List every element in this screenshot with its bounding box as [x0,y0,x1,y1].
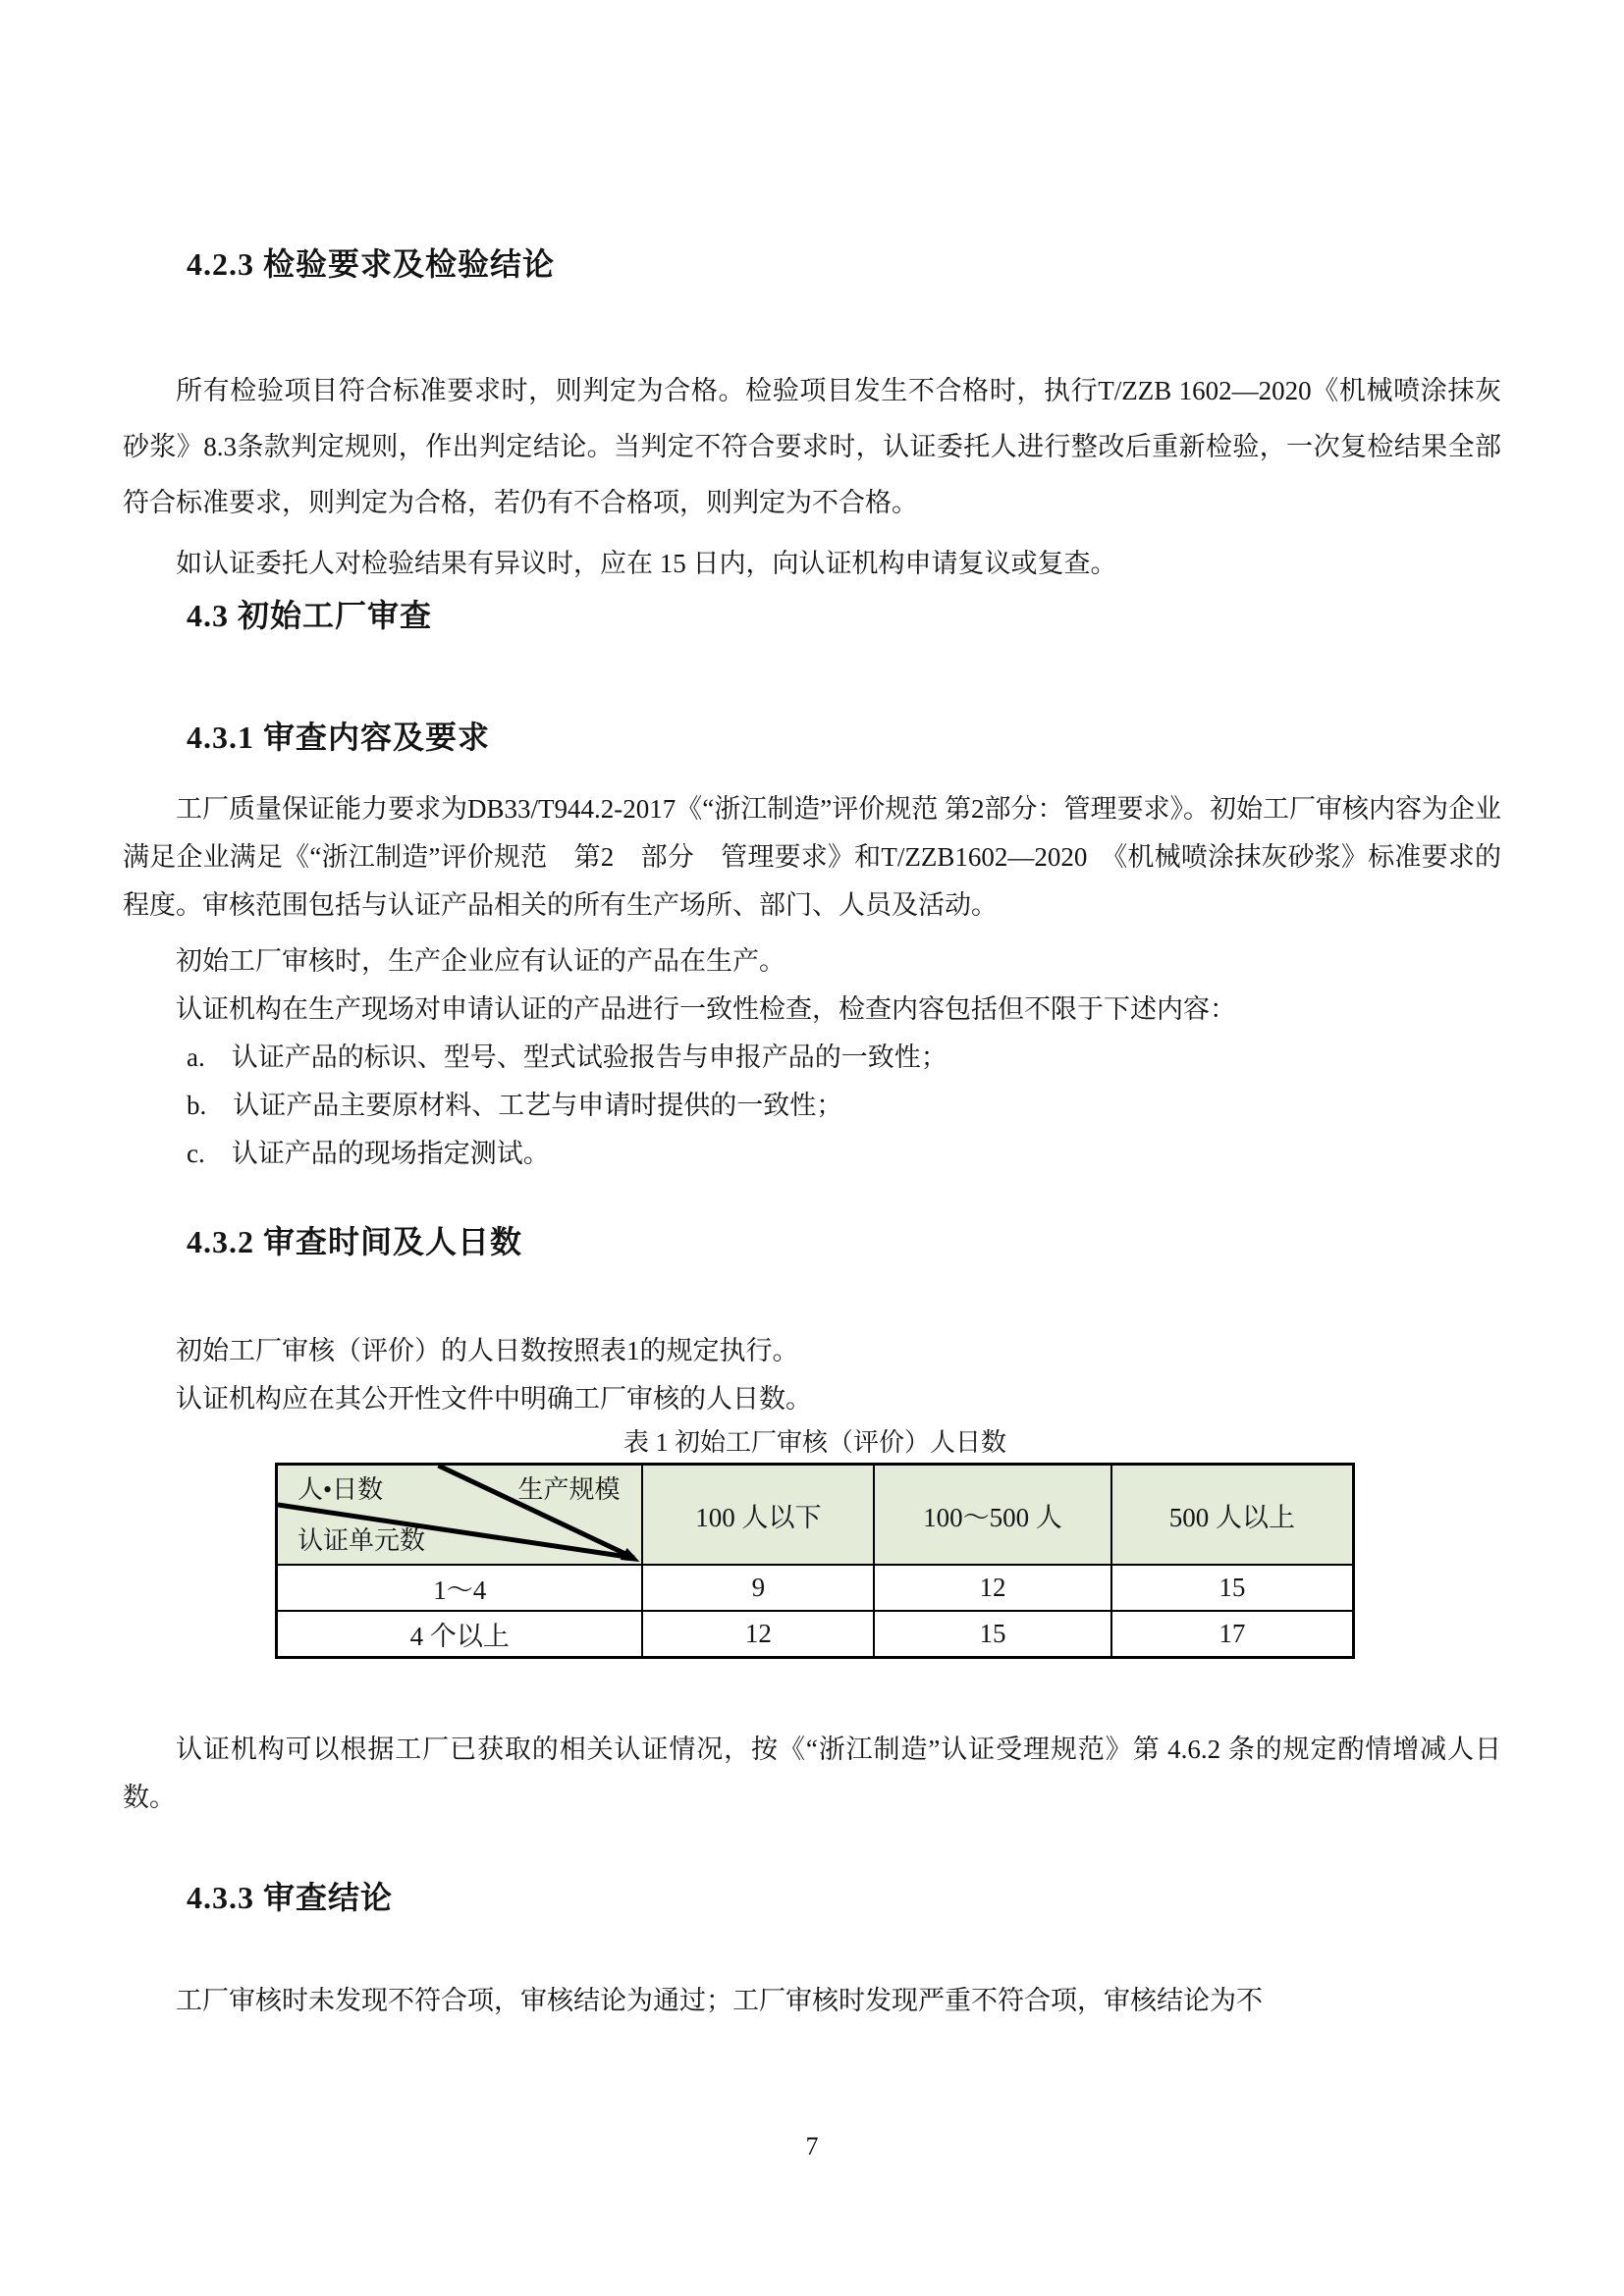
list-item-c: c. 认证产品的现场指定测试。 [187,1139,550,1168]
manday-table [275,1463,1355,1659]
corner-label-mandays: 人•日数 [298,1475,384,1504]
table-corner-cell [277,1465,643,1566]
table-row [277,1611,1354,1658]
table-header-row [277,1465,1354,1566]
row-label-1-4: 1～4 [277,1565,643,1611]
section-heading-4-3-1: 4.3.1 审查内容及要求 [187,720,491,755]
cell-over-4-100-500: 15 [874,1611,1110,1658]
cell-over-4-over-500: 17 [1111,1611,1354,1658]
list-item-a: a. 认证产品的标识、型号、型式试验报告与申报产品的一致性； [187,1042,947,1072]
page-number: 7 [805,2132,819,2161]
cell-1-4-100-500: 12 [874,1565,1110,1611]
corner-label-cert-units: 认证单元数 [298,1526,426,1555]
cell-1-4-over-500: 15 [1111,1565,1354,1611]
paragraph-objection: 如认证委托人对检验结果有异议时，应在 15 日内，向认证机构申请复议或复查。 [176,549,1117,578]
corner-label-production-scale: 生产规模 [517,1475,621,1504]
column-header-under-100: 100 人以下 [642,1465,874,1566]
column-header-100-500: 100～500 人 [874,1465,1110,1566]
section-heading-4-3-2: 4.3.2 审查时间及人日数 [187,1224,523,1259]
section-heading-4-2-3: 4.2.3 检验要求及检验结论 [187,246,556,282]
section-heading-4-3: 4.3 初始工厂审查 [187,598,433,633]
paragraph-factory-quality: 工厂质量保证能力要求为DB33/T944.2-2017《“浙江制造”评价规范 第2部分：管理要求》。初始工厂审核内容为企业满足企业满足《“浙江制造”评价规范 第2 部分 管理要求》和T/ZZB1602—2020 《机械喷涂抹灰砂浆》标准要求的程度。审核范围包括与认证产品相关的所有生产场所、部门、人员及活动。 [123,794,1501,920]
paragraph-inspection-requirements: 所有检验项目符合标准要求时，则判定为合格。检验项目发生不合格时，执行T/ZZB 1602—2020《机械喷涂抹灰砂浆》8.3条款判定规则，作出判定结论。当判定不符合要求时，认证委托人进行整改后重新检验，一次复检结果全部符合标准要求，则判定为合格，若仍有不合格项，则判定为不合格。 [123,376,1501,517]
paragraph-audit-conclusion: 工厂审核时未发现不符合项，审核结论为通过；工厂审核时发现严重不符合项，审核结论为不 [176,1986,1263,2015]
table-row [277,1565,1354,1611]
column-header-over-500: 500 人以上 [1111,1465,1354,1566]
cell-1-4-under-100: 9 [642,1565,874,1611]
list-item-b: b. 认证产品主要原材料、工艺与申请时提供的一致性； [187,1091,843,1120]
row-label-over-4: 4 个以上 [277,1611,643,1658]
section-heading-4-3-3: 4.3.3 审查结论 [187,1880,394,1915]
paragraph-initial-audit-production: 初始工厂审核时，生产企业应有认证的产品在生产。 [176,946,785,976]
paragraph-manday-table-ref: 初始工厂审核（评价）的人日数按照表1的规定执行。 [176,1336,799,1365]
paragraph-adjust-mandays: 认证机构可以根据工厂已获取的相关认证情况，按《“浙江制造”认证受理规范》第 4.6.2 条的规定酌情增减人日数。 [123,1735,1501,1812]
cell-over-4-under-100: 12 [642,1611,874,1658]
paragraph-public-document: 认证机构应在其公开性文件中明确工厂审核的人日数。 [176,1384,812,1414]
table-caption: 表 1 初始工厂审核（评价）人日数 [623,1428,1006,1457]
paragraph-consistency-check: 认证机构在生产现场对申请认证的产品进行一致性检查，检查内容包括但不限于下述内容： [176,994,1236,1024]
